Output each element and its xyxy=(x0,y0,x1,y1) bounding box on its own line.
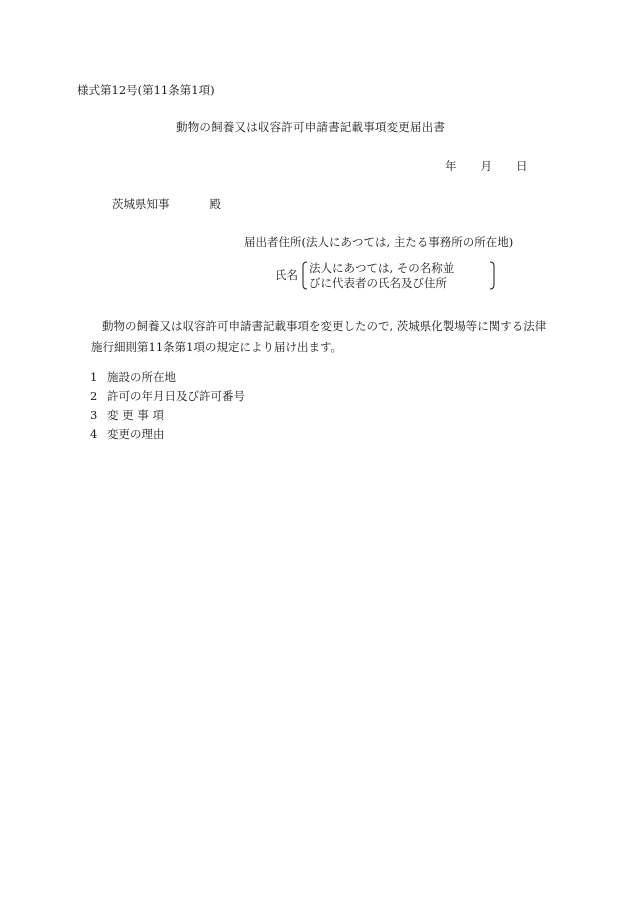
item-number: 4 xyxy=(90,427,98,441)
item-number: 3 xyxy=(90,408,98,422)
date-day-label: 日 xyxy=(516,159,528,173)
item-label: 施設の所在地 xyxy=(107,370,176,384)
name-note-line-1: 法人にあつては, その名称並 xyxy=(309,261,455,275)
body-paragraph: 動物の飼養又は収容許可申請書記載事項を変更したので, 茨城県化製場等に関する法律施行細則第11条第1項の規定により届け出ます。 xyxy=(91,319,547,354)
item-label: 許可の年月日及び許可番号 xyxy=(107,389,245,403)
item-list xyxy=(90,372,245,448)
notifier-name-label: 氏名 xyxy=(275,268,298,282)
list-item xyxy=(90,429,245,448)
name-note-line-2: びに代表者の氏名及び住所 xyxy=(309,276,447,290)
item-label: 変更の理由 xyxy=(107,427,165,441)
date-line xyxy=(445,161,528,173)
date-year-label: 年 xyxy=(445,159,457,173)
date-month-label: 月 xyxy=(480,159,492,173)
form-number: 様式第12号(第11条第1項) xyxy=(77,83,215,97)
recipient-name: 茨城県知事 xyxy=(112,197,170,211)
name-bracket-group xyxy=(302,261,495,290)
recipient-line xyxy=(112,199,221,211)
item-number: 2 xyxy=(90,389,98,403)
recipient-honorific: 殿 xyxy=(209,197,221,211)
item-label: 変 更 事 項 xyxy=(107,408,164,422)
notifier-address-label: 届出者住所(法人にあつては, 主たる事務所の所在地) xyxy=(244,235,514,249)
item-number: 1 xyxy=(90,370,98,384)
document-title: 動物の飼養又は収容許可申請書記載事項変更届出書 xyxy=(176,120,446,134)
